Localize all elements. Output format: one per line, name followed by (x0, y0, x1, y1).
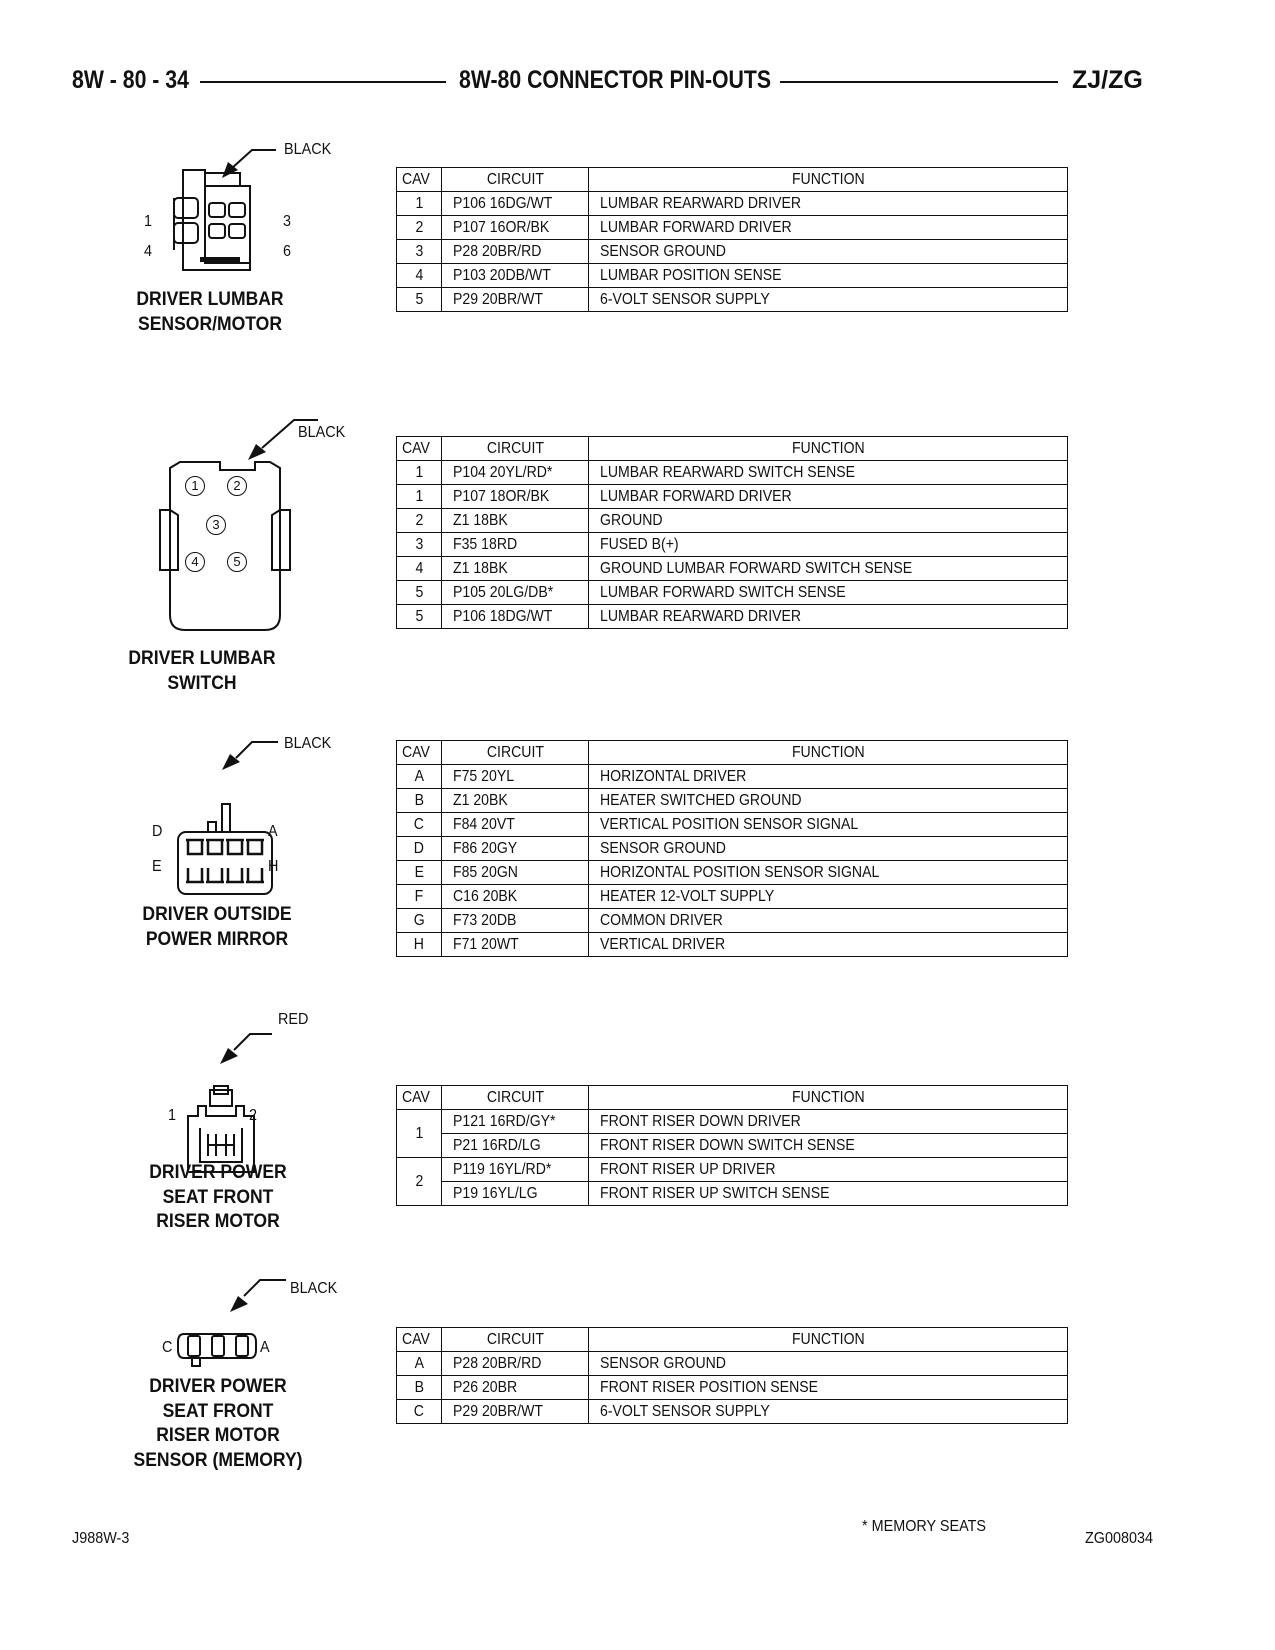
pin-label: A (268, 823, 278, 840)
pin-circle (206, 515, 226, 535)
cav-header: CAV (397, 168, 442, 192)
connector-name-line: DRIVER POWER (149, 1375, 287, 1397)
pinout-table-riser-sensor (396, 1327, 1068, 1424)
figure-id: J988W-3 (72, 1530, 130, 1547)
function-header: FUNCTION (589, 168, 1068, 192)
table-row: P21 16RD/LG FRONT RISER DOWN SWITCH SENSE (397, 1134, 1068, 1158)
circuit-header: CIRCUIT (442, 168, 589, 192)
footnote: * MEMORY SEATS (862, 1518, 987, 1535)
pin-label: 1 (144, 213, 153, 230)
pin-label: 2 (249, 1107, 258, 1124)
connector-name-line: SENSOR (MEMORY) (133, 1448, 303, 1471)
table-row: 2 P107 16OR/BK LUMBAR FORWARD DRIVER (397, 216, 1068, 240)
table-header-row (397, 741, 1068, 765)
connector-color-label: BLACK (290, 1280, 338, 1297)
table-row: 1 P104 20YL/RD* LUMBAR REARWARD SWITCH SENSE (397, 461, 1068, 485)
pin-label: 5 (233, 554, 241, 569)
connector-name-line: DRIVER LUMBAR (128, 647, 276, 669)
function-header: FUNCTION (589, 437, 1068, 461)
table-header-row (397, 1086, 1068, 1110)
pin-label: E (152, 858, 162, 875)
header-rule-left (200, 81, 446, 83)
table-header-row (397, 168, 1068, 192)
table-row: B P26 20BR FRONT RISER POSITION SENSE (397, 1376, 1068, 1400)
connector-name-line: DRIVER POWER (149, 1161, 287, 1183)
connector-name-line: SENSOR/MOTOR (138, 312, 282, 335)
header-rule-right (780, 81, 1058, 83)
table-row: D F86 20GY SENSOR GROUND (397, 837, 1068, 861)
section-title: 8W-80 CONNECTOR PIN-OUTS (459, 66, 772, 94)
connector-diagram-lumbar-sensor-motor (130, 140, 330, 280)
table-row: 3 P28 20BR/RD SENSOR GROUND (397, 240, 1068, 264)
pin-label: 4 (144, 243, 153, 260)
pinout-table-lumbar-sensor-motor (396, 167, 1068, 312)
table-row: A P28 20BR/RD SENSOR GROUND (397, 1352, 1068, 1376)
table-row: 5 P29 20BR/WT 6-VOLT SENSOR SUPPLY (397, 288, 1068, 312)
cav-header: CAV (397, 741, 442, 765)
connector-name-line: SWITCH (167, 671, 237, 694)
pinout-table-riser-motor (396, 1085, 1068, 1206)
cav-header: CAV (397, 1328, 442, 1352)
connector-diagram-lumbar-switch (150, 420, 370, 650)
pin-label: D (152, 823, 163, 840)
function-header: FUNCTION (589, 741, 1068, 765)
pin-label: 6 (283, 243, 292, 260)
circuit-header: CIRCUIT (442, 741, 589, 765)
pin-circle (227, 552, 247, 572)
connector-name (128, 1160, 308, 1234)
function-header: FUNCTION (589, 1086, 1068, 1110)
connector-name (127, 902, 307, 951)
pin-label: 3 (212, 517, 220, 532)
table-row: G F73 20DB COMMON DRIVER (397, 909, 1068, 933)
connector-name-line: DRIVER OUTSIDE (142, 903, 292, 925)
pin-label: 2 (233, 478, 241, 493)
function-header: FUNCTION (589, 1328, 1068, 1352)
page-code: ZG008034 (1085, 1530, 1154, 1547)
connector-color-label: BLACK (298, 424, 346, 441)
connector-diagram-power-mirror (150, 760, 350, 900)
table-row: P19 16YL/LG FRONT RISER UP SWITCH SENSE (397, 1182, 1068, 1206)
connector-name (128, 1374, 308, 1472)
table-row: 2 P119 16YL/RD* FRONT RISER UP DRIVER (397, 1158, 1068, 1182)
table-row: E F85 20GN HORIZONTAL POSITION SENSOR SIGNAL (397, 861, 1068, 885)
connector-name-line: SEAT FRONT (162, 1185, 274, 1208)
pinout-table-power-mirror (396, 740, 1068, 957)
table-row: C F84 20VT VERTICAL POSITION SENSOR SIGNAL (397, 813, 1068, 837)
page-number: 8W - 80 - 34 (72, 66, 189, 94)
table-row: 5 P105 20LG/DB* LUMBAR FORWARD SWITCH SENSE (397, 581, 1068, 605)
table-header-row (397, 437, 1068, 461)
connector-color-label: RED (278, 1011, 309, 1028)
table-row: 1 P106 16DG/WT LUMBAR REARWARD DRIVER (397, 192, 1068, 216)
cav-header: CAV (397, 437, 442, 461)
pinout-table-lumbar-switch (396, 436, 1068, 629)
table-row: A F75 20YL HORIZONTAL DRIVER (397, 765, 1068, 789)
pin-label: H (268, 858, 279, 875)
pin-circle (185, 552, 205, 572)
table-header-row (397, 1328, 1068, 1352)
circuit-header: CIRCUIT (442, 1328, 589, 1352)
table-row: 1 P121 16RD/GY* FRONT RISER DOWN DRIVER (397, 1110, 1068, 1134)
pin-label: A (260, 1339, 270, 1356)
pin-label: 3 (283, 213, 292, 230)
table-row: 1 P107 18OR/BK LUMBAR FORWARD DRIVER (397, 485, 1068, 509)
pin-circle (227, 476, 247, 496)
table-row: 2 Z1 18BK GROUND (397, 509, 1068, 533)
connector-name-line: SEAT FRONT (162, 1399, 274, 1422)
connector-name (120, 287, 300, 336)
circuit-header: CIRCUIT (442, 1086, 589, 1110)
connector-color-label: BLACK (284, 141, 332, 158)
circuit-header: CIRCUIT (442, 437, 589, 461)
model-code: ZJ/ZG (1072, 66, 1143, 94)
connector-color-label: BLACK (284, 735, 332, 752)
table-row: 3 F35 18RD FUSED B(+) (397, 533, 1068, 557)
pin-label: 1 (191, 478, 199, 493)
connector-name-line: RISER MOTOR (156, 1424, 280, 1446)
table-row: C P29 20BR/WT 6-VOLT SENSOR SUPPLY (397, 1400, 1068, 1424)
table-row: 4 Z1 18BK GROUND LUMBAR FORWARD SWITCH SENSE (397, 557, 1068, 581)
connector-name-line: RISER MOTOR (156, 1210, 280, 1232)
cav-header: CAV (397, 1086, 442, 1110)
pin-circle (185, 476, 205, 496)
pin-label: 1 (168, 1107, 177, 1124)
connector-name-line: DRIVER LUMBAR (136, 288, 284, 310)
table-row: H F71 20WT VERTICAL DRIVER (397, 933, 1068, 957)
pin-label: C (162, 1339, 173, 1356)
table-row: F C16 20BK HEATER 12-VOLT SUPPLY (397, 885, 1068, 909)
connector-name (112, 646, 292, 695)
pin-label: 4 (191, 554, 199, 569)
connector-name-line: POWER MIRROR (145, 927, 289, 950)
table-row: 4 P103 20DB/WT LUMBAR POSITION SENSE (397, 264, 1068, 288)
table-row: 5 P106 18DG/WT LUMBAR REARWARD DRIVER (397, 605, 1068, 629)
table-row: B Z1 20BK HEATER SWITCHED GROUND (397, 789, 1068, 813)
